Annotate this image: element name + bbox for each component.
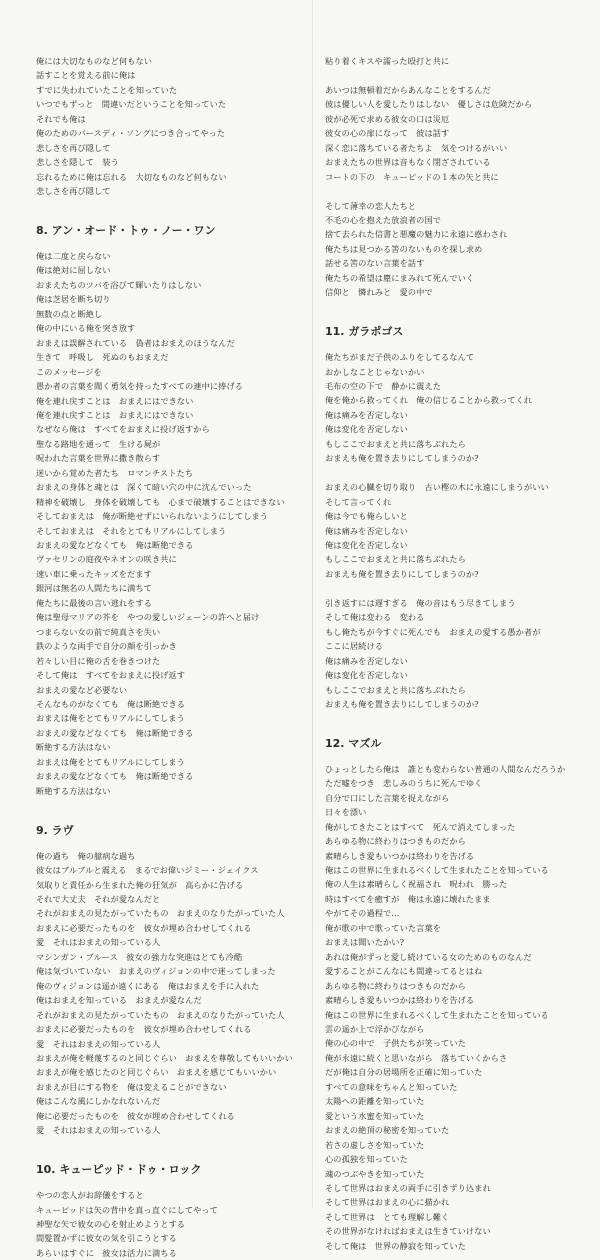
lyric-line: 素晴らしき愛もいつかは終わりを告げる <box>325 995 475 1006</box>
lyric-line: 俺はおまえを知っている おまえが愛なんだ <box>36 995 202 1006</box>
lyric-line: 俺はこんな風にしかなれないんだ <box>36 1096 161 1107</box>
lyric-line: ヴァセリンの庭夜やネオンの咲き共に <box>36 554 177 565</box>
lyric-line: だが俺は自分の居場所を正確に知っていた <box>325 1067 483 1078</box>
lyric-line: 間髪置かずに彼女の気を引こうとする <box>36 1233 177 1244</box>
lyric-line: 俺の中にいる俺を突き放す <box>36 323 136 334</box>
lyric-line: 俺が永遠に続くと思いながら 落ちていくからさ <box>325 1052 508 1063</box>
lyric-line: 彼女はブルブルと震える まるでお偉いジミー・ジェイクス <box>36 865 259 876</box>
lyric-line: 俺はこの世界に生まれるべくして生まれたことを知っている <box>325 1009 549 1020</box>
lyric-line: 悲しさを隠して 装う <box>36 157 119 168</box>
lyric-line: 速い車に乗ったキッズをだます <box>36 568 152 579</box>
lyric-line: 俺を連れ戻すことは おまえにはできない <box>36 395 194 406</box>
lyric-line: 心の孤独を知っていた <box>325 1154 408 1165</box>
lyric-line: そして言ってくれ <box>325 496 392 507</box>
lyric-line: 自分で口にした言葉を捉えながら <box>325 792 450 803</box>
lyric-line: そして世界は とても理解し難く <box>325 1211 450 1222</box>
lyric-line: 断絶する方法はない <box>36 742 111 753</box>
lyric-line: 俺たちの希望は塵にまみれて死んでいく <box>325 272 475 283</box>
lyric-line: 俺はこの世界に生まれるべくして生まれたことを知っている <box>325 865 549 876</box>
lyric-line: そんなものがなくても 俺は断絶できる <box>36 699 186 710</box>
stanza-gap <box>36 798 304 812</box>
song-title: 11. ガラポゴス <box>325 325 404 339</box>
lyric-line: おまえに必要だったものを 彼女が埋め合わせしてくれる <box>36 922 252 933</box>
lyric-line: おかしなことじゃないかい <box>325 366 425 377</box>
lyric-line: そして俺は変わる 変わる <box>325 612 425 623</box>
lyric-line: 俺の心の中で 子供たちが笑っていた <box>325 1038 466 1049</box>
lyric-line: その世界がなければおまえは生きていけない <box>325 1226 491 1237</box>
lyric-line: おまえに必要だったものを 彼女が埋め合わせしてくれる <box>36 1024 252 1035</box>
lyric-line: ひょっとしたら俺は 誰とも変わらない普通の人間なんだろうか <box>325 763 566 774</box>
lyric-line: 俺は気づいていない おまえのヴィジョンの中で迷ってしまった <box>36 966 276 977</box>
lyric-line: 鉄のような両手で自分の顔を引っかき <box>36 641 177 652</box>
lyric-line: 俺は聖母マリアの芥を やつの愛しいジェーンの許へと届け <box>36 612 260 623</box>
lyric-line: それがおまえの見たがっていたもの おまえのなりたがっていた人 <box>36 908 285 919</box>
lyric-line: 彼女の心の扉になって 彼は話す <box>325 128 450 139</box>
lyric-line: おまえたちの世界は音もなく閉ざされている <box>325 157 491 168</box>
lyric-line: 粘り着くキスや濡った殴打と共に <box>325 56 450 66</box>
lyric-line: 愛 それはおまえの知っている人 <box>36 937 161 948</box>
lyric-line: 俺は痛みを否定しない <box>325 655 408 666</box>
lyric-line: そしておまえは 俺が断絶せずにいられないようにしてしまう <box>36 511 269 522</box>
lyric-line: 無数の点と断絶し <box>36 308 103 319</box>
lyric-line: 俺の人生は素晴らしく祝福され 呪われ 勝った <box>325 879 508 890</box>
lyric-line: 俺が歌の中で歌っていた言葉を <box>325 922 442 933</box>
lyric-line: 愛 それはおまえの知っている人 <box>36 1125 161 1136</box>
lyric-line: 迷いから覚めた者たち ロマンチストたち <box>36 467 194 478</box>
lyric-line: 時はすべてを癒すが 俺は永遠に壊れたまま <box>325 893 491 904</box>
lyric-line: いつでもずっと 間違いだということを知っていた <box>36 99 227 110</box>
lyric-line: ここに居続ける <box>325 641 384 652</box>
lyric-line: おまえの絶頂の秘密を知っていた <box>325 1125 450 1136</box>
lyric-line: 俺たちがまだ子供のふりをしてるなんて <box>325 352 475 363</box>
stanza-gap <box>325 581 587 595</box>
lyric-line: もしここでおまえと共に落ちぶれたら <box>325 684 466 695</box>
lyric-line: 話せる筈のない言葉を話す <box>325 258 425 269</box>
lyric-line: 俺は痛みを否定しない <box>325 525 408 536</box>
lyric-line: 俺は今でも俺らしいと <box>325 511 408 522</box>
lyric-line: あらいはすぐに 彼女は活力に満ちる <box>36 1247 177 1258</box>
lyric-line: それがおまえの見たがっていたもの おまえのなりたがっていた人 <box>36 1009 285 1020</box>
lyric-line: 銀河は無名の人間たちに満ちて <box>36 583 152 594</box>
lyric-line: 愛という水蜜を知っていた <box>325 1110 425 1121</box>
lyric-line: 彼は優しい人を愛したりはしない 優しさは危険だから <box>325 99 533 110</box>
song-title: 8. アン・オード・トゥ・ノー・ワン <box>36 223 216 237</box>
song-title: 10. キューピッド・ドゥ・ロック <box>36 1163 202 1177</box>
lyric-line: もしここでおまえと共に落ちぶれたら <box>325 438 466 449</box>
lyric-line: おまえの愛などなくても 俺は断絶できる <box>36 771 194 782</box>
lyric-line: 俺を連れ戻すことは おまえにはできない <box>36 409 194 420</box>
lyric-line: 俺たちは見つかる筈のないものを探し求め <box>325 243 483 254</box>
lyric-line: おまえは俺をとてもリアルにしてしまう <box>36 756 185 767</box>
lyric-line: つまらない女の前で純真さを失い <box>36 626 161 637</box>
lyric-line: 呪われた言葉を世界に撒き散らす <box>36 453 161 464</box>
lyric-line: おまえも俺を置き去りにしてしまうのか? <box>325 453 479 464</box>
lyric-line: もしここでおまえと共に落ちぶれたら <box>325 554 466 565</box>
lyric-line: あらゆる物に終わりはつきものだから <box>325 980 466 991</box>
lyric-line: 俺のヴィジョンは遥か遠くにある 俺はおまえを手に入れた <box>36 980 260 991</box>
lyric-line: そして世界はおまえの両手に引きずり込まれ <box>325 1182 491 1193</box>
lyric-line: おまえは聞いたかい? <box>325 937 405 948</box>
lyric-line: 愛することがこんなにも間違ってるとはね <box>325 966 483 977</box>
stanza-gap <box>325 184 587 198</box>
lyric-line: 雲の遥か上で浮かびながら <box>325 1024 425 1034</box>
lyric-line: 若々しい目に俺の舌を巻きつけた <box>36 655 161 666</box>
lyric-line: 忘れるために俺は忘れる 大切なものなど何もない <box>36 171 227 182</box>
lyric-line: それで大丈夫 それが愛なんだと <box>36 893 161 904</box>
lyric-line: おまえも俺を置き去りにしてしまうのか? <box>325 698 479 709</box>
lyric-line: おまえが目にする物を 俺は変えることができない <box>36 1081 227 1092</box>
lyric-line: 悲しさを再び隠して <box>36 142 111 153</box>
lyric-line: 俺を俺から救ってくれ 俺の信じることから救ってくれ <box>325 395 533 406</box>
lyric-line: 若さの虚しさを知っていた <box>325 1139 425 1150</box>
lyric-line: 俺には大切なものなど何もない <box>36 56 153 66</box>
lyric-line: 俺に必要だったものを 彼女が埋め合わせしてくれる <box>36 1110 235 1121</box>
lyric-line: 神聖な矢で彼女の心を射止めようとする <box>36 1219 186 1230</box>
lyric-line: 俺の過ち 俺の臆病な過ち <box>36 850 136 861</box>
lyric-line: おまえは俺をとてもリアルにしてしまう <box>36 713 185 724</box>
stanza-gap <box>325 466 587 480</box>
lyric-line: このメッセージを <box>36 366 102 377</box>
lyric-line: 俺は二度と戻らない <box>36 250 111 261</box>
lyric-line: そして俺は 世界の静寂を知っていた <box>325 1240 466 1251</box>
lyric-line: 捨て去られた信書と悪魔の魅力に永遠に惑わされ <box>325 229 508 240</box>
lyric-line: 生きて 呼吸し 死ぬのもおまえだ <box>36 352 169 363</box>
lyric-line: 俺は変化を否定しない <box>325 424 408 435</box>
lyric-line: 聖なる路地を通って 生ける屍が <box>36 438 161 449</box>
lyric-line: 不毛の心を抱えた放浪者の国で <box>325 214 442 225</box>
lyric-line: おまえの愛などなくても 俺は断絶できる <box>36 727 194 738</box>
lyric-line: やがてその過程で… <box>325 908 400 919</box>
lyric-line: おまえの身体と魂とは 深くて暗い穴の中に沈んでいった <box>36 482 252 493</box>
lyric-line: 俺は変化を否定しない <box>325 670 408 681</box>
lyric-line: そして俺は すべてをおまえに投げ返す <box>36 670 186 681</box>
lyric-line: コートの下の キューピッドの１本の矢と共に <box>325 171 499 182</box>
lyric-line: 魂のつぶやきを知っていた <box>325 1168 425 1179</box>
lyric-line: マシンガン・ブルース 彼女の強力な突進はとても冷酷 <box>36 951 243 962</box>
lyric-line: 深く恋に落ちている者たちよ 気をつけるがいい <box>325 142 508 153</box>
page-fold <box>312 0 313 1208</box>
lyric-line: ただ嘘をつき 悲しみのうちに死んでゆく <box>325 778 483 789</box>
lyric-line: そしておまえは それをとてもリアルにしてしまう <box>36 525 227 536</box>
lyric-line: そして薄幸の恋人たちと <box>325 200 417 211</box>
lyric-line: 信仰と 憐れみと 愛の中で <box>325 287 433 298</box>
lyric-line: キューピッドは矢の背中を真っ直ぐにしてやって <box>36 1204 218 1215</box>
lyric-line: おまえが俺を軽蔑するのと同じぐらい おまえを尊敬してもいいかい <box>36 1052 293 1063</box>
lyric-line: 俺がしてきたことはすべて 死んで消えてしまった <box>325 821 516 832</box>
lyric-line: 愚か者の言葉を聞く勇気を持ったすべての連中に捧げる <box>36 381 244 392</box>
lyric-line: おまえたちのツバを浴びて輝いたりはしない <box>36 279 202 290</box>
stanza-gap <box>36 1138 304 1152</box>
lyric-line: あらゆる物に終わりはつきものだから <box>325 836 466 847</box>
lyric-line: 俺は変化を否定しない <box>325 539 408 550</box>
lyric-line: 気取りと責任から生まれた俺の狂気が 高らかに告げる <box>36 879 244 890</box>
lyric-line: 彼が必死で求める彼女の口は災厄 <box>325 113 450 124</box>
lyric-line: おまえも俺を置き去りにしてしまうのか? <box>325 568 479 579</box>
right-column <box>325 54 587 1253</box>
lyric-line: 悲しさを再び隠して <box>36 186 111 197</box>
stanza-gap <box>325 711 587 725</box>
lyric-line: あれは俺がずっと愛し続けている女のためのものなんだ <box>325 951 532 962</box>
lyric-line: あいつは無頓着だからあんなことをするんだ <box>325 84 491 95</box>
lyric-line: 俺は絶対に屈しない <box>36 265 111 276</box>
lyric-line: おまえの愛などなくても 俺は断絶できる <box>36 540 194 551</box>
lyric-line: 俺たちに最後の言い逃れをする <box>36 597 153 608</box>
song-title: 9. ラヴ <box>36 823 74 837</box>
lyric-line: おまえは誤解されている 偽者はおまえのほうなんだ <box>36 337 235 348</box>
lyric-line: 引き返すには遅すぎる 俺の音はもう尽きてしまう <box>325 597 516 608</box>
lyric-line: すでに失われていたことを知っていた <box>36 84 178 95</box>
stanza-gap <box>36 199 304 213</box>
lyric-line: そして世界はおまえの心に描かれ <box>325 1197 450 1208</box>
lyric-line: 話すことを覚える前に俺は <box>36 70 136 81</box>
lyric-line: おまえの心臓を切り取り 古い樫の木に永遠にしまうがいい <box>325 482 549 493</box>
lyric-line: おまえの愛など必要ない <box>36 684 128 695</box>
lyric-line: 俺のためのバースディ・ソングにつき合ってやった <box>36 128 226 139</box>
song-title: 12. マズル <box>325 736 382 750</box>
lyric-line: それでも俺は <box>36 113 86 124</box>
lyric-line: 太陽への距離を知っていた <box>325 1096 425 1107</box>
lyric-line: 俺は痛みを否定しない <box>325 409 408 420</box>
lyric-line: なぜなら俺は すべてをおまえに投げ返すから <box>36 424 210 435</box>
lyric-line: 日々を漂い <box>325 807 367 818</box>
lyric-line: おまえが俺を感じたのと同じぐらい おまえを感じてもいいかい <box>36 1067 277 1078</box>
left-column <box>36 54 304 1260</box>
lyric-line: 俺は芝居を断ち切り <box>36 294 111 305</box>
stanza-gap <box>325 68 587 82</box>
lyric-line: 愛 それはおまえの知っている人 <box>36 1038 161 1049</box>
lyric-line: 素晴らしき愛もいつかは終わりを告げる <box>325 850 475 861</box>
lyric-line: やつの恋人がお辞儀をすると <box>36 1190 144 1201</box>
lyric-line: 断絶する方法はない <box>36 785 111 796</box>
lyric-line: 毛布の空の下で 静かに震えた <box>325 381 442 392</box>
lyric-line: すべての意味をちゃんと知っていた <box>325 1081 458 1092</box>
lyric-line: もし俺たちが今すぐに死んでも おまえの愛する愚か者が <box>325 626 541 637</box>
lyric-line: 精神を破壊し 身体を破壊しても 心まで破壊することはできない <box>36 496 285 507</box>
stanza-gap <box>325 300 587 314</box>
